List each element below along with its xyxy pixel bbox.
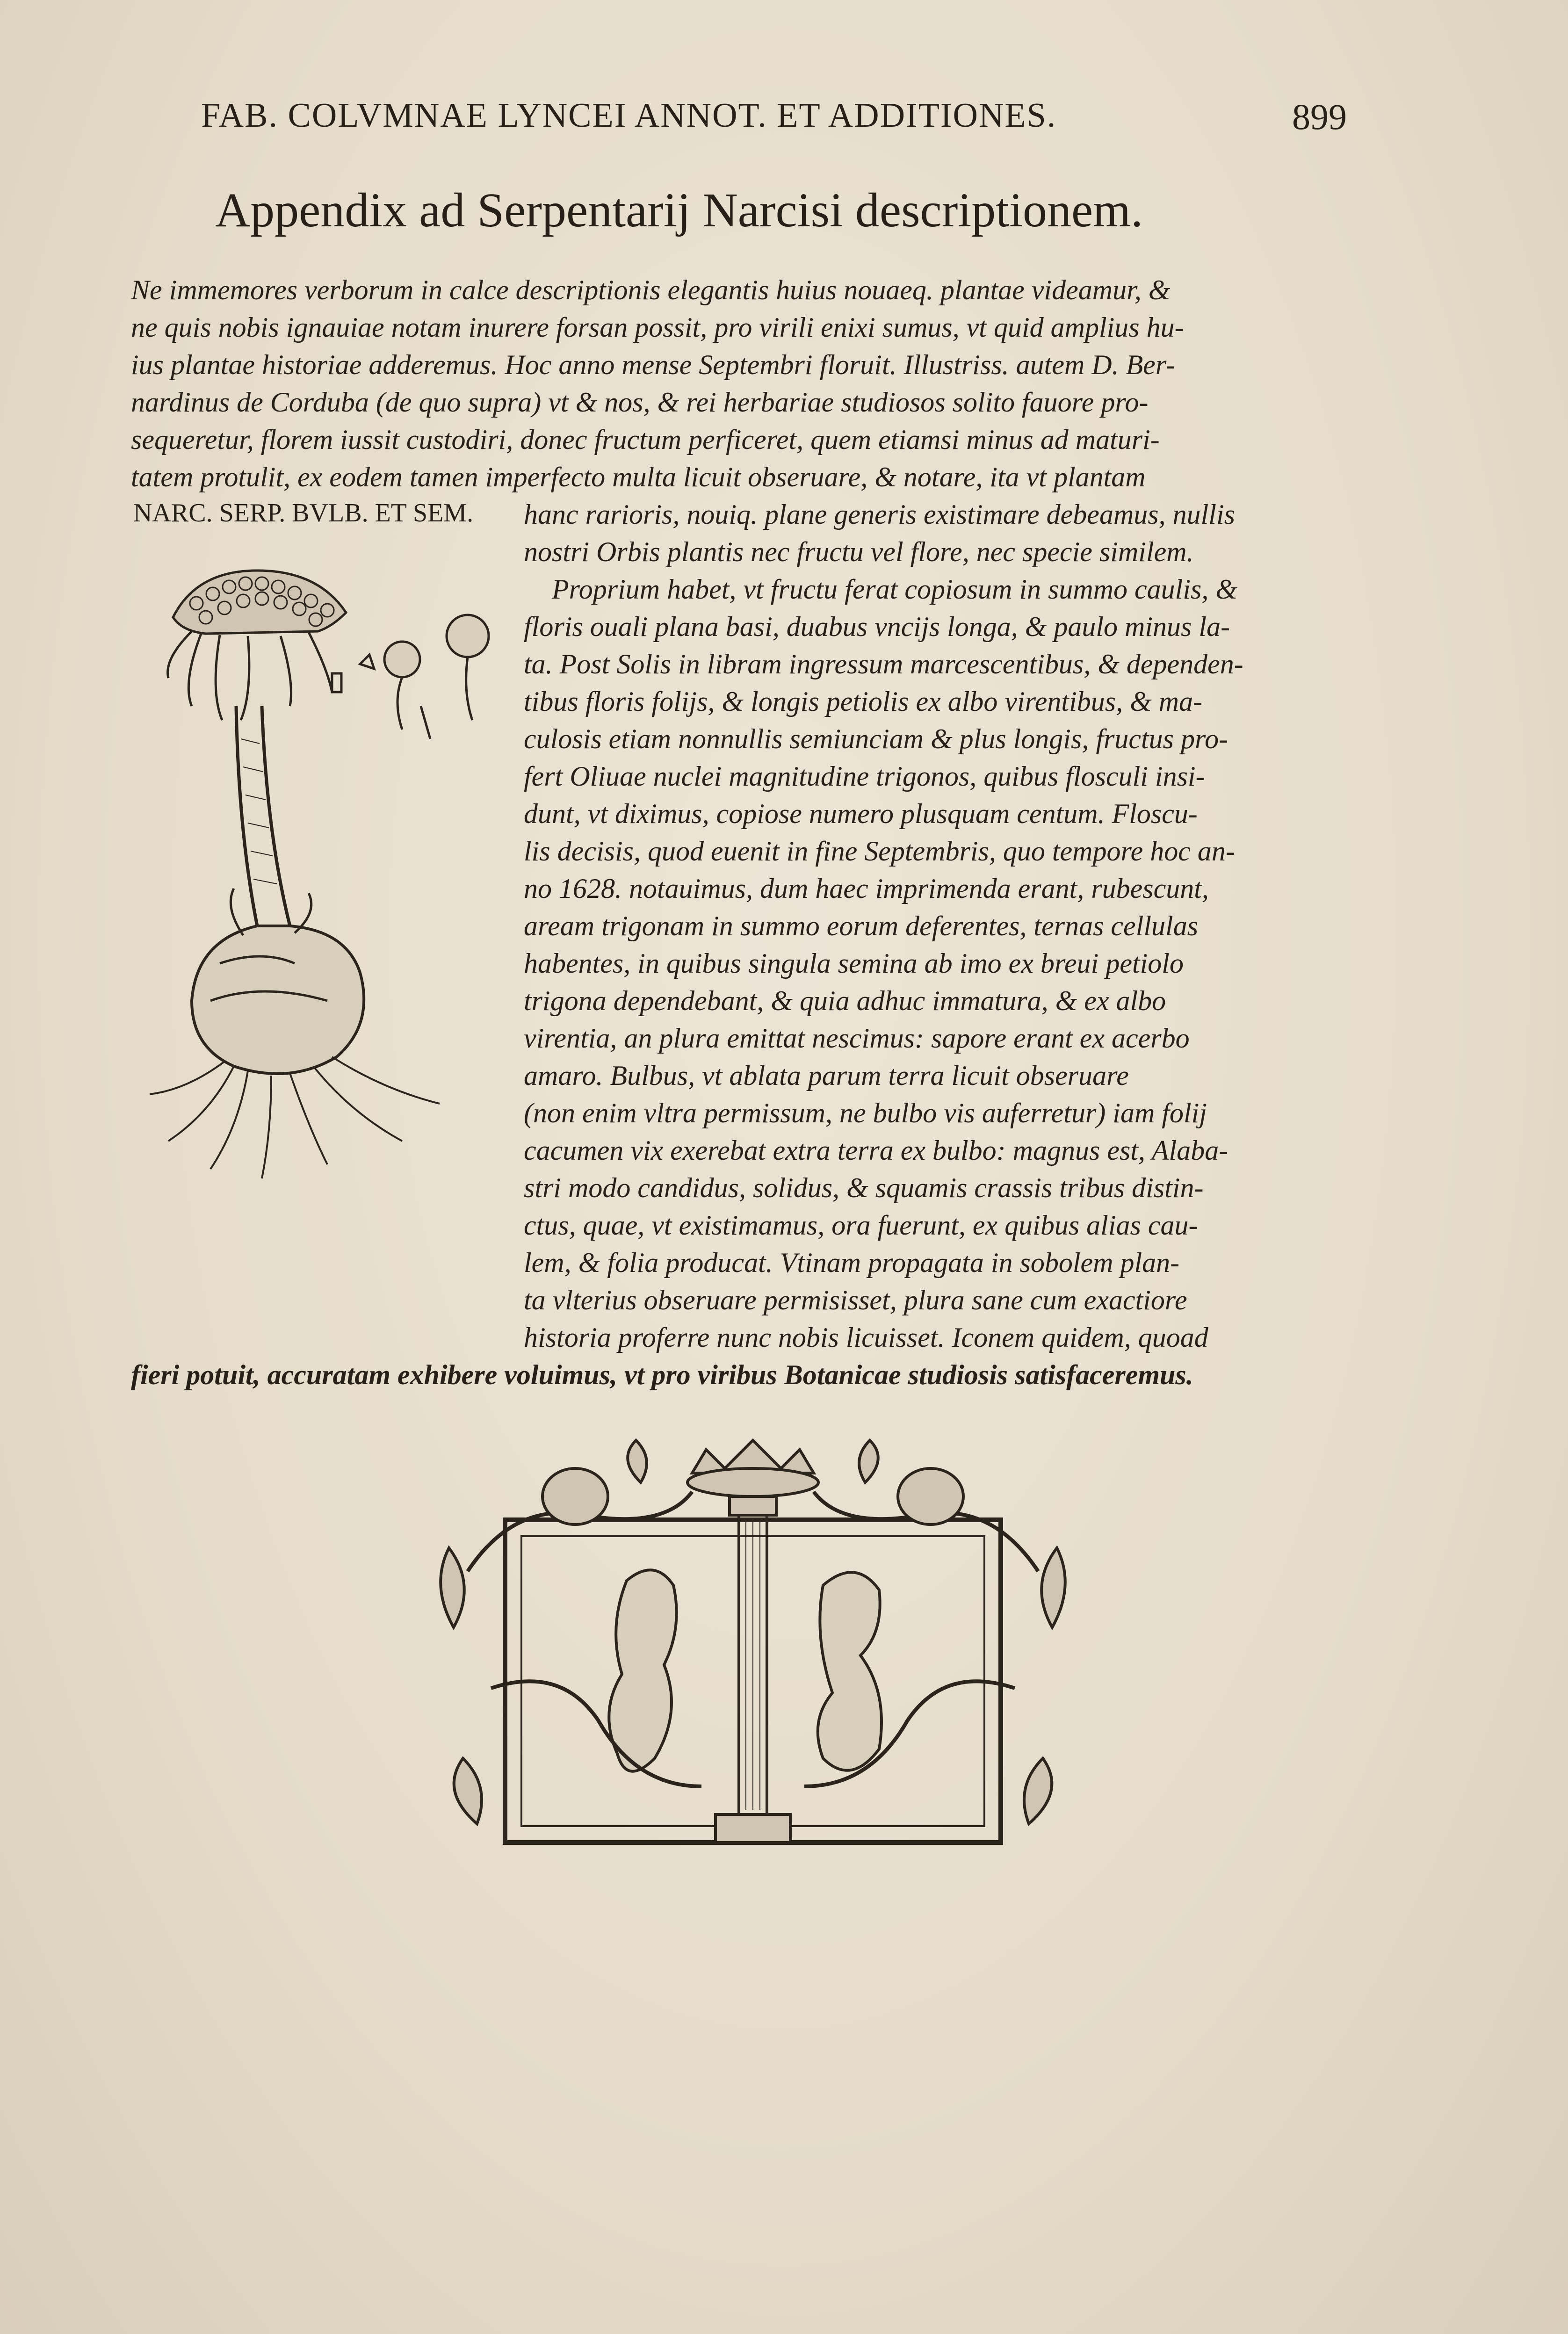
- side-line: culosis etiam nonnullis semiunciam & plus longis, fructus pro-: [524, 723, 1228, 754]
- intro-line: ius plantae historiae adderemus. Hoc anno mense Septembri floruit. Illustriss. autem D. Ber-: [131, 349, 1176, 380]
- side-line: ta. Post Solis in libram ingressum marcescentibus, & dependen-: [524, 649, 1243, 679]
- side-line: stri modo candidus, solidus, & squamis crassis tribus distin-: [524, 1172, 1204, 1203]
- plant-woodcut: [140, 552, 542, 1300]
- side-line: dunt, vt diximus, copiose numero plusquam centum. Floscu-: [524, 798, 1198, 829]
- closing-line: fieri potuit, accuratam exhibere voluimus, vt pro viribus Botanicae studiosis satisfaceremus.: [131, 1359, 1193, 1390]
- intro-line: nardinus de Corduba (de quo supra) vt & nos, & rei herbariae studiosos solito fauore pro-: [131, 387, 1149, 418]
- side-line: no 1628. notauimus, dum haec imprimenda erant, rubescunt,: [524, 873, 1209, 904]
- side-line: aream trigonam in summo eorum deferentes, ternas cellulas: [524, 910, 1199, 941]
- running-head: [201, 96, 1347, 147]
- side-line: (non enim vltra permissum, ne bulbo vis auferretur) iam folij: [524, 1098, 1207, 1128]
- side-line: Proprium habet, vt fructu ferat copiosum in summo caulis, &: [552, 574, 1238, 605]
- side-line: fert Oliuae nuclei magnitudine trigonos, quibus flosculi insi-: [524, 761, 1205, 792]
- intro-line: ne quis nobis ignauiae notam inurere forsan possit, pro virili enixi sumus, vt quid amplius hu-: [131, 312, 1184, 343]
- side-line: floris ouali plana basi, duabus vncijs longa, & paulo minus la-: [524, 611, 1230, 642]
- side-line: hanc rarioris, nouiq. plane generis existimare debeamus, nullis: [524, 499, 1235, 530]
- side-line: lis decisis, quod euenit in fine Septembris, quo tempore hoc an-: [524, 836, 1235, 867]
- side-line: historia proferre nunc nobis licuisset. Iconem quidem, quoad: [524, 1322, 1208, 1353]
- intro-line: Ne immemores verborum in calce descriptionis elegantis huius nouaeq. plantae videamur, &: [131, 275, 1171, 305]
- running-title: FAB. COLVMNAE LYNCEI ANNOT. ET ADDITIONES.: [201, 96, 1057, 135]
- side-line: cacumen vix exerebat extra terra ex bulbo: magnus est, Alaba-: [524, 1135, 1228, 1166]
- figure-caption: NARC. SERP. BVLB. ET SEM.: [133, 499, 474, 527]
- side-line: habentes, in quibus singula semina ab imo ex breui petiolo: [524, 948, 1184, 979]
- intro-line: sequeretur, florem iussit custodiri, donec fructum perficeret, quem etiamsi minus ad maturi-: [131, 424, 1160, 455]
- printers-device-woodcut: [421, 1431, 1085, 1899]
- side-line: virentia, an plura emittat nescimus: sapore erant ex acerbo: [524, 1023, 1190, 1054]
- page-number: 899: [1292, 96, 1347, 137]
- section-title: Appendix ad Serpentarij Narcisi descriptionem.: [215, 183, 1143, 237]
- side-line: ctus, quae, vt existimamus, ora fuerunt, ex quibus alias cau-: [524, 1210, 1198, 1241]
- side-line: trigona dependebant, & quia adhuc immatura, & ex albo: [524, 985, 1166, 1016]
- side-line: nostri Orbis plantis nec fructu vel flore, nec specie similem.: [524, 536, 1194, 567]
- side-line: ta vlterius obseruare permisisset, plura sane cum exactiore: [524, 1285, 1187, 1315]
- intro-line: tatem protulit, ex eodem tamen imperfecto multa licuit obseruare, & notare, ita vt plantam: [131, 462, 1146, 492]
- side-line: lem, & folia producat. Vtinam propagata in sobolem plan-: [524, 1247, 1180, 1278]
- side-line: amaro. Bulbus, vt ablata parum terra licuit obseruare: [524, 1060, 1129, 1091]
- side-line: tibus floris folijs, & longis petiolis ex albo virentibus, & ma-: [524, 686, 1203, 717]
